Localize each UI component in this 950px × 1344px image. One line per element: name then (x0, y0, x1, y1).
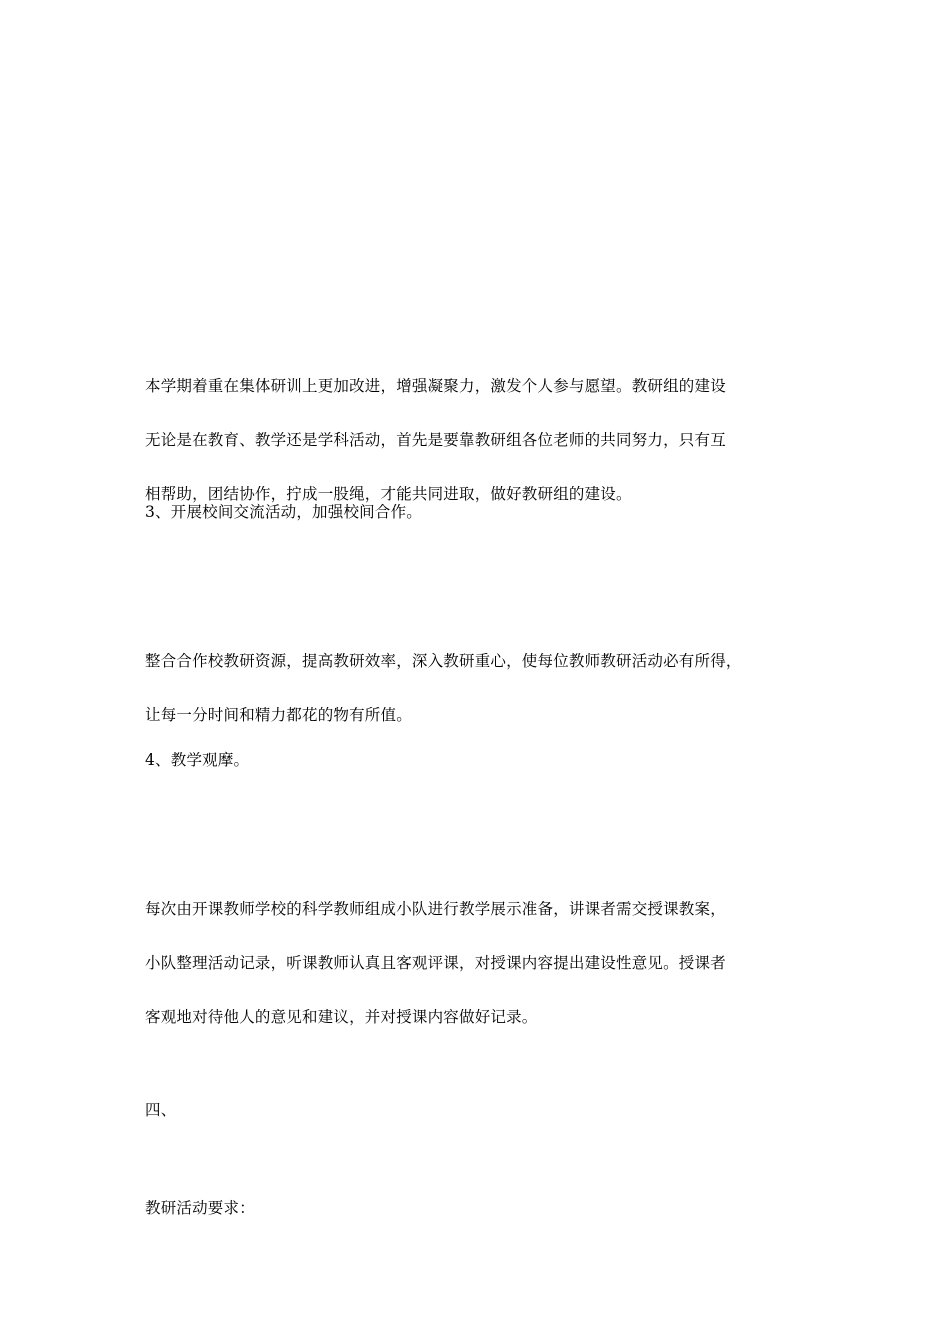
heading-item-4 (145, 720, 810, 801)
text-line: 让每一分时间和精力都花的物有所值。 (145, 706, 412, 724)
text-line: 4、教学观摩。 (145, 751, 250, 769)
section-heading-four (145, 1070, 810, 1151)
text-line: 四、 (145, 1101, 177, 1119)
text-line: 小队整理活动记录，听课教师认真且客观评课，对授课内容提出建设性意见。授课者 (145, 954, 726, 972)
section-heading-requirements (145, 1168, 810, 1249)
text-line: 相帮助，团结协作，拧成一股绳，才能共同进取，做好教研组的建设。 (145, 485, 632, 503)
paragraph-teaching-observation (145, 869, 810, 1058)
text-line: 无论是在教育、教学还是学科活动，首先是要靠教研组各位老师的共同努力，只有互 (145, 431, 726, 449)
text-line: 整合合作校教研资源，提高教研效率，深入教研重心，使每位教师教研活动必有所得， (145, 652, 742, 670)
text-line: 本学期着重在集体研训上更加改进，增强凝聚力，激发个人参与愿望。教研组的建设 (145, 377, 726, 395)
text-line: 客观地对待他人的意见和建议，并对授课内容做好记录。 (145, 1008, 538, 1026)
text-line: 每次由开课教师学校的科学教师组成小队进行教学展示准备，讲课者需交授课教案， (145, 900, 726, 918)
text-line: 3、开展校间交流活动，加强校间合作。 (145, 503, 422, 521)
heading-item-3 (145, 472, 810, 553)
text-line: 教研活动要求： (145, 1199, 255, 1217)
